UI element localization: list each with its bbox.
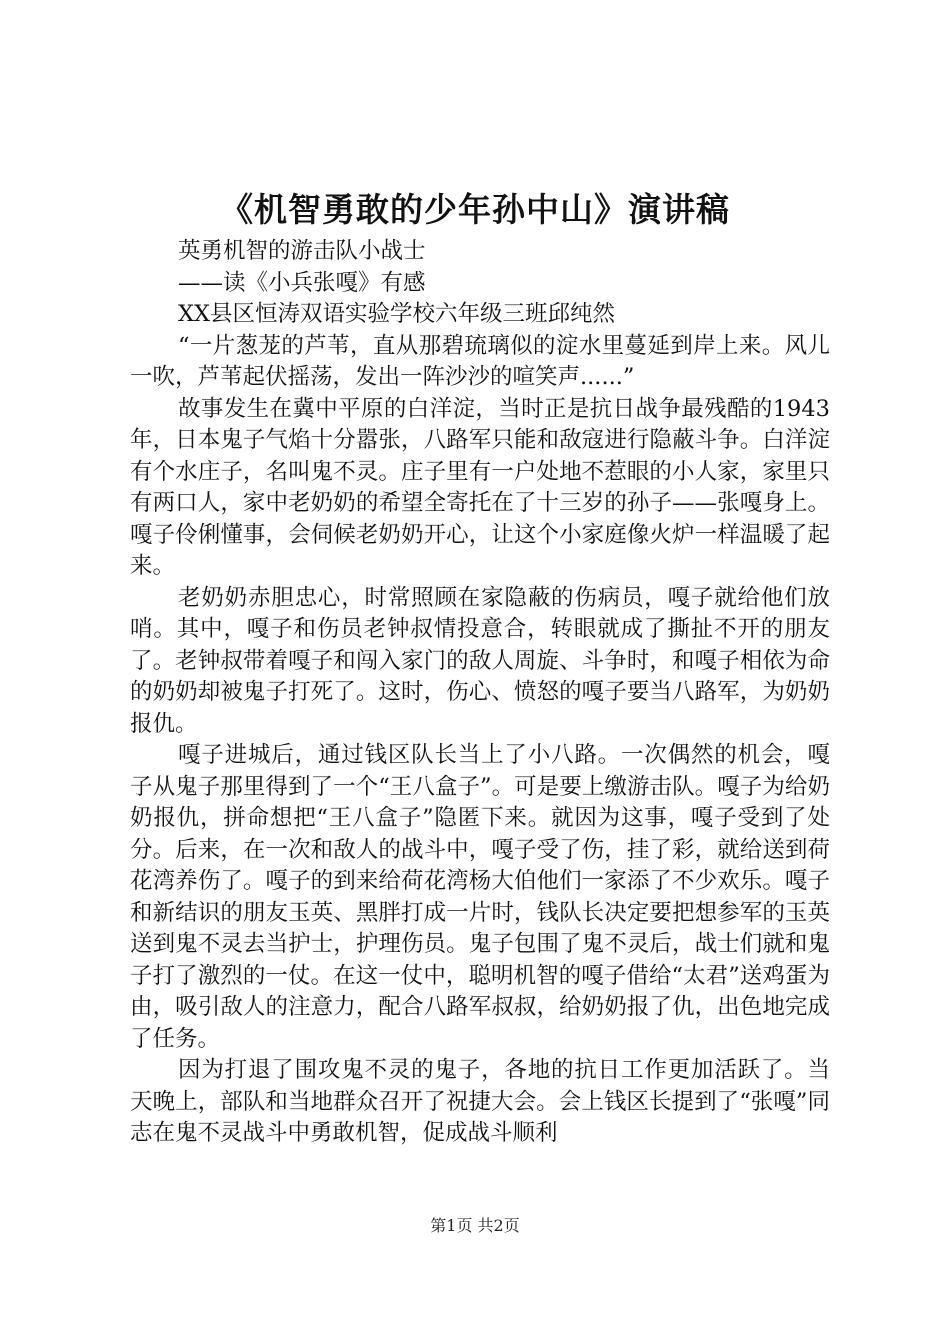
paragraph-4: 嘎子进城后，通过钱区队长当上了小八路。一次偶然的机会，嘎子从鬼子那里得到了一个“王八盒子”。可是要上缴游击队。嘎子为给奶奶报仇，拼命想把“王八盒子”隐匿下来。就因为这事，嘎子受到了处分。后来，在一次和敌人的战斗中，嘎子受了伤，挂了彩，就给送到荷花湾养伤了。嘎子的到来给荷花湾杨大伯他们一家添了不少欢乐。嘎子和新结识的朋友玉英、黑胖打成一片时，钱队长决定要把想参军的玉英送到鬼不灵去当护士，护理伤员。鬼子包围了鬼不灵后，战士们就和鬼子打了激烈的一仗。在这一仗中，聪明机智的嘎子借给“太君”送鸡蛋为由，吸引敌人的注意力，配合八路军叔叔，给奶奶报了仇，出色地完成了任务。 — [130, 742, 830, 1052]
page-footer: 第1页 共2页 — [430, 1216, 520, 1235]
document-body — [130, 236, 830, 1150]
author-line: XX县区恒涛双语实验学校六年级三班邱纯然 — [178, 301, 616, 327]
paragraph-2: 故事发生在冀中平原的白洋淀，当时正是抗日战争最残酷的1943年，日本鬼子气焰十分嚣张，八路军只能和敌寇进行隐蔽斗争。白洋淀有个水庄子，名叫鬼不灵。庄子里有一户处地不惹眼的小人家，家里只有两口人，家中老奶奶的希望全寄托在了十三岁的孙子——张嘎身上。嘎子伶俐懂事，会伺候老奶奶开心，让这个小家庭像火炉一样温暖了起来。 — [130, 395, 830, 579]
subtitle: 英勇机智的游击队小战士 — [178, 238, 426, 264]
paragraph-5: 因为打退了围攻鬼不灵的鬼子，各地的抗日工作更加活跃了。当天晚上，部队和当地群众召开了祝捷大会。会上钱区长提到了“张嘎”同志在鬼不灵战斗中勇敢机智，促成战斗顺利 — [130, 1057, 830, 1146]
subtitle-reading-note: ——读《小兵张嘎》有感 — [178, 269, 426, 296]
page-title: 《机智勇敢的少年孙中山》演讲稿 — [220, 190, 730, 229]
paragraph-3: 老奶奶赤胆忠心，时常照顾在家隐蔽的伤病员，嘎子就给他们放哨。其中，嘎子和伤员老钟叔情投意合，转眼就成了撕扯不开的朋友了。老钟叔带着嘎子和闯入家门的敌人周旋、斗争时，和嘎子相依为命的奶奶却被鬼子打死了。这时，伤心、愤怒的嘎子要当八路军，为奶奶报仇。 — [130, 584, 830, 737]
paragraph-1: “一片葱茏的芦苇，直从那碧琉璃似的淀水里蔓延到岸上来。风儿一吹，芦苇起伏摇荡，发出一阵沙沙的喧笑声......” — [130, 332, 830, 390]
